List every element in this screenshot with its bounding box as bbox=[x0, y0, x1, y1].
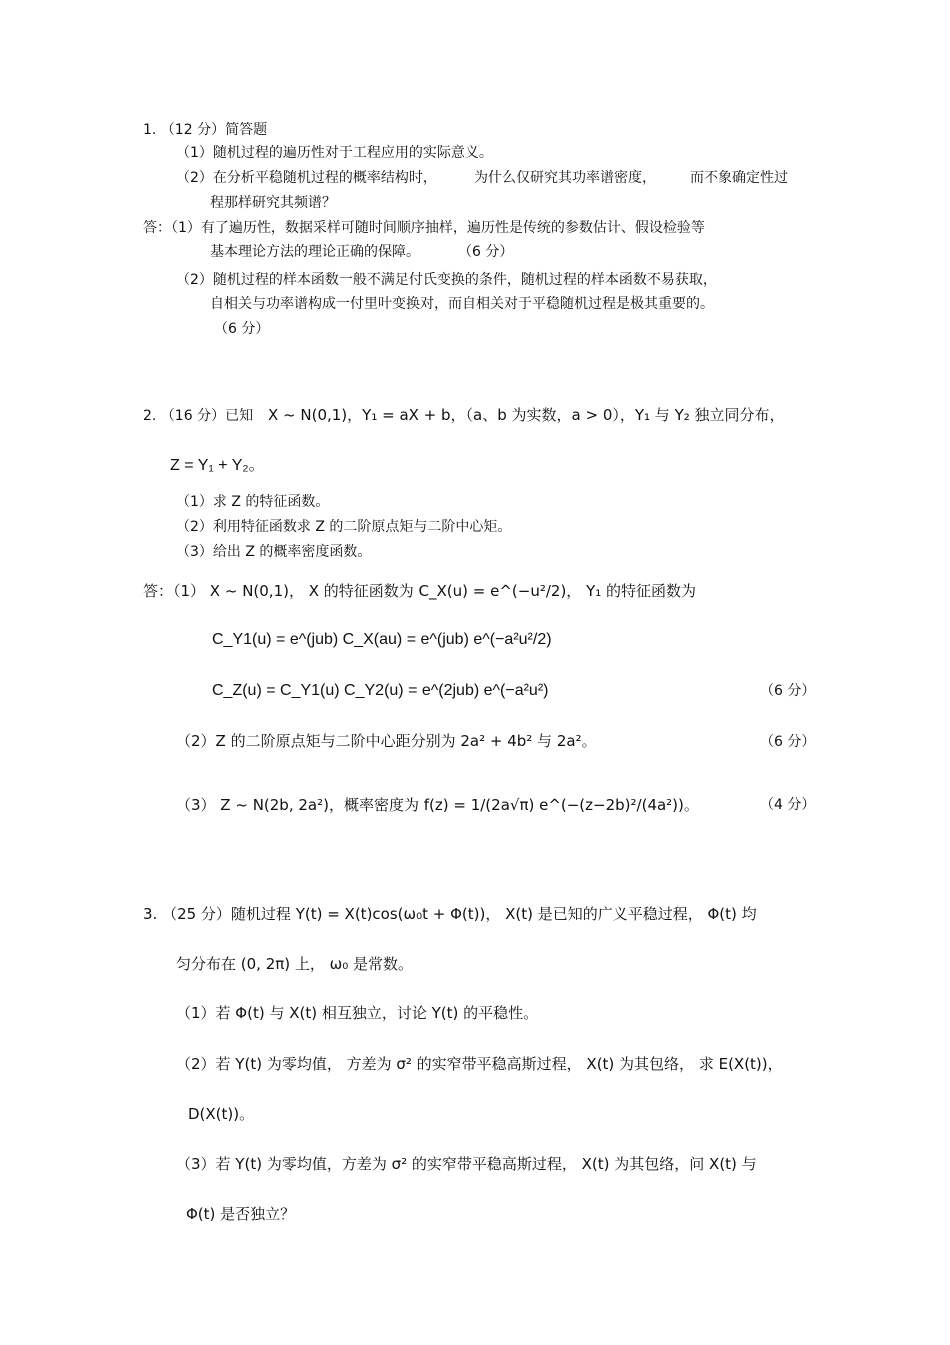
q2-sub1: （1）求 Z 的特征函数。 bbox=[176, 494, 330, 510]
q1-sub2-part-b: 为什么仅研究其功率谱密度， bbox=[474, 170, 656, 186]
q3-line2: 匀分布在 (0, 2π) 上， ω₀ 是常数。 bbox=[176, 955, 414, 973]
q3-sub1: （1）若 Φ(t) 与 X(t) 相互独立，讨论 Y(t) 的平稳性。 bbox=[176, 1004, 539, 1022]
q2-equation2-score: （6 分） bbox=[760, 683, 816, 699]
q1-answer1-line2: 基本理论方法的理论正确的保障。 bbox=[210, 244, 420, 260]
q3-sub2-line2: D(X(t))。 bbox=[188, 1105, 255, 1123]
q1-answer2-line1: （2）随机过程的样本函数一般不满足付氏变换的条件，随机过程的样本函数不易获取， bbox=[176, 272, 717, 288]
q1-answer1-score: （6 分） bbox=[458, 244, 514, 260]
q1-sub2-part-d: 程那样研究其频谱？ bbox=[210, 195, 336, 211]
q2-condition-line2: Z = Y₁ + Y₂。 bbox=[170, 457, 265, 474]
q2-answer3-score: （4 分） bbox=[760, 797, 816, 813]
q1-header: 1. （12 分）简答题 bbox=[143, 122, 268, 138]
q3-sub2-line1: （2）若 Y(t) 为零均值， 方差为 σ² 的实窄带平稳高斯过程， X(t) 为其包络， 求 E(X(t))， bbox=[176, 1055, 783, 1073]
q2-answer2-score: （6 分） bbox=[760, 734, 816, 750]
q1-answer2-score: （6 分） bbox=[214, 321, 270, 337]
q2-equation2: C_Z(u) = C_Y1(u) C_Y2(u) = e^(2jub) e^(−a²u²) bbox=[212, 682, 549, 699]
q2-header: 2. （16 分）已知 bbox=[143, 408, 254, 424]
q2-answer3: （3） Z ~ N(2b, 2a²)，概率密度为 f(z) = 1/(2a√π) e^(−(z−2b)²/(4a²))。 bbox=[176, 796, 699, 814]
q1-answer1-line1: 答：（1）有了遍历性，数据采样可随时间顺序抽样，遍历性是传统的参数估计、假设检验等 bbox=[143, 220, 705, 236]
q1-answer2-line2: 自相关与功率谱构成一付里叶变换对，而自相关对于平稳随机过程是极其重要的。 bbox=[210, 296, 714, 312]
q2-condition-line1: X ~ N(0,1)，Y₁ = aX + b，（a、b 为实数，a > 0），Y₁ 与 Y₂ 独立同分布， bbox=[268, 406, 785, 424]
q2-sub2: （2）利用特征函数求 Z 的二阶原点矩与二阶中心矩。 bbox=[176, 519, 512, 535]
q1-sub1: （1）随机过程的遍历性对于工程应用的实际意义。 bbox=[176, 145, 493, 161]
q1-sub2-part-a: （2）在分析平稳随机过程的概率结构时， bbox=[176, 170, 437, 186]
q3-sub3-line2: Φ(t) 是否独立？ bbox=[186, 1205, 296, 1223]
q2-answer2: （2）Z 的二阶原点矩与二阶中心距分别为 2a² + 4b² 与 2a²。 bbox=[176, 732, 597, 750]
q2-answer1: 答：（1） X ~ N(0,1)， X 的特征函数为 C_X(u) = e^(−u²/2)， Y₁ 的特征函数为 bbox=[143, 582, 697, 600]
q3-header: 3. （25 分）随机过程 Y(t) = X(t)cos(ω₀t + Φ(t))， X(t) 是已知的广义平稳过程， Φ(t) 均 bbox=[143, 905, 757, 923]
q1-sub2-part-c: 而不象确定性过 bbox=[690, 170, 788, 186]
q3-sub3-line1: （3）若 Y(t) 为零均值，方差为 σ² 的实窄带平稳高斯过程， X(t) 为其包络，问 X(t) 与 bbox=[176, 1155, 757, 1173]
q2-equation1: C_Y1(u) = e^(jub) C_X(au) = e^(jub) e^(−a²u²/2) bbox=[212, 631, 552, 648]
q2-sub3: （3）给出 Z 的概率密度函数。 bbox=[176, 544, 372, 560]
